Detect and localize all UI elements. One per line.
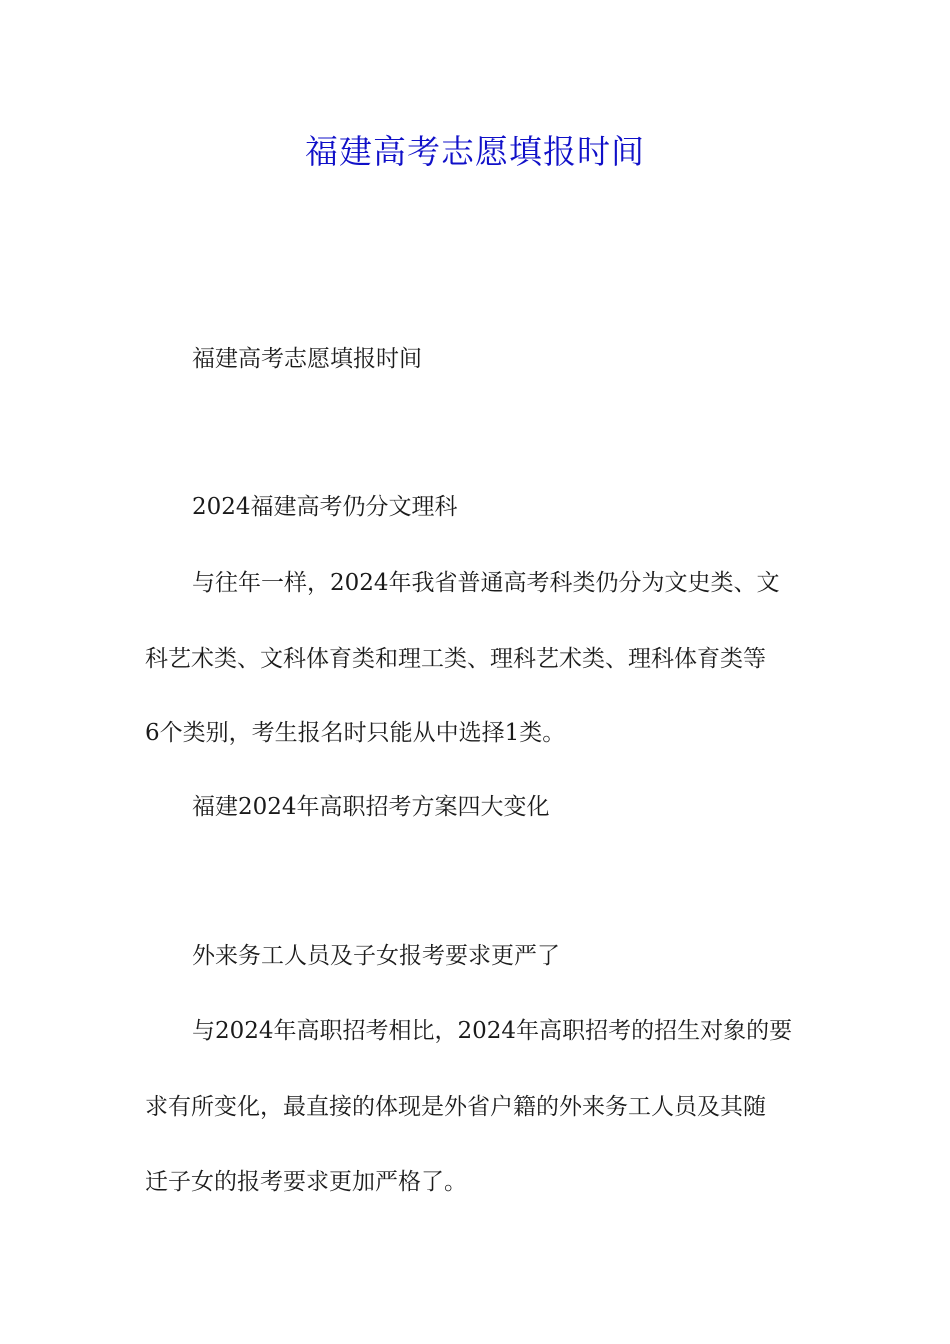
paragraph-line-4: 科艺术类、文科体育类和理工类、理科艺术类、理科体育类等 xyxy=(145,646,766,672)
paragraph-line-1: 福建高考志愿填报时间 xyxy=(192,346,422,372)
paragraph-line-8: 与2024年高职招考相比，2024年高职招考的招生对象的要 xyxy=(192,1018,793,1044)
paragraph-line-9: 求有所变化，最直接的体现是外省户籍的外来务工人员及其随 xyxy=(145,1094,766,1120)
paragraph-line-5: 6个类别，考生报名时只能从中选择1类。 xyxy=(145,720,566,746)
paragraph-line-7: 外来务工人员及子女报考要求更严了 xyxy=(192,943,560,969)
document-title: 福建高考志愿填报时间 xyxy=(305,132,645,171)
paragraph-line-10: 迁子女的报考要求更加严格了。 xyxy=(145,1169,467,1195)
paragraph-line-2: 2024福建高考仍分文理科 xyxy=(192,494,458,520)
paragraph-line-3: 与往年一样，2024年我省普通高考科类仍分为文史类、文 xyxy=(192,570,780,596)
paragraph-line-6: 福建2024年高职招考方案四大变化 xyxy=(192,794,550,820)
